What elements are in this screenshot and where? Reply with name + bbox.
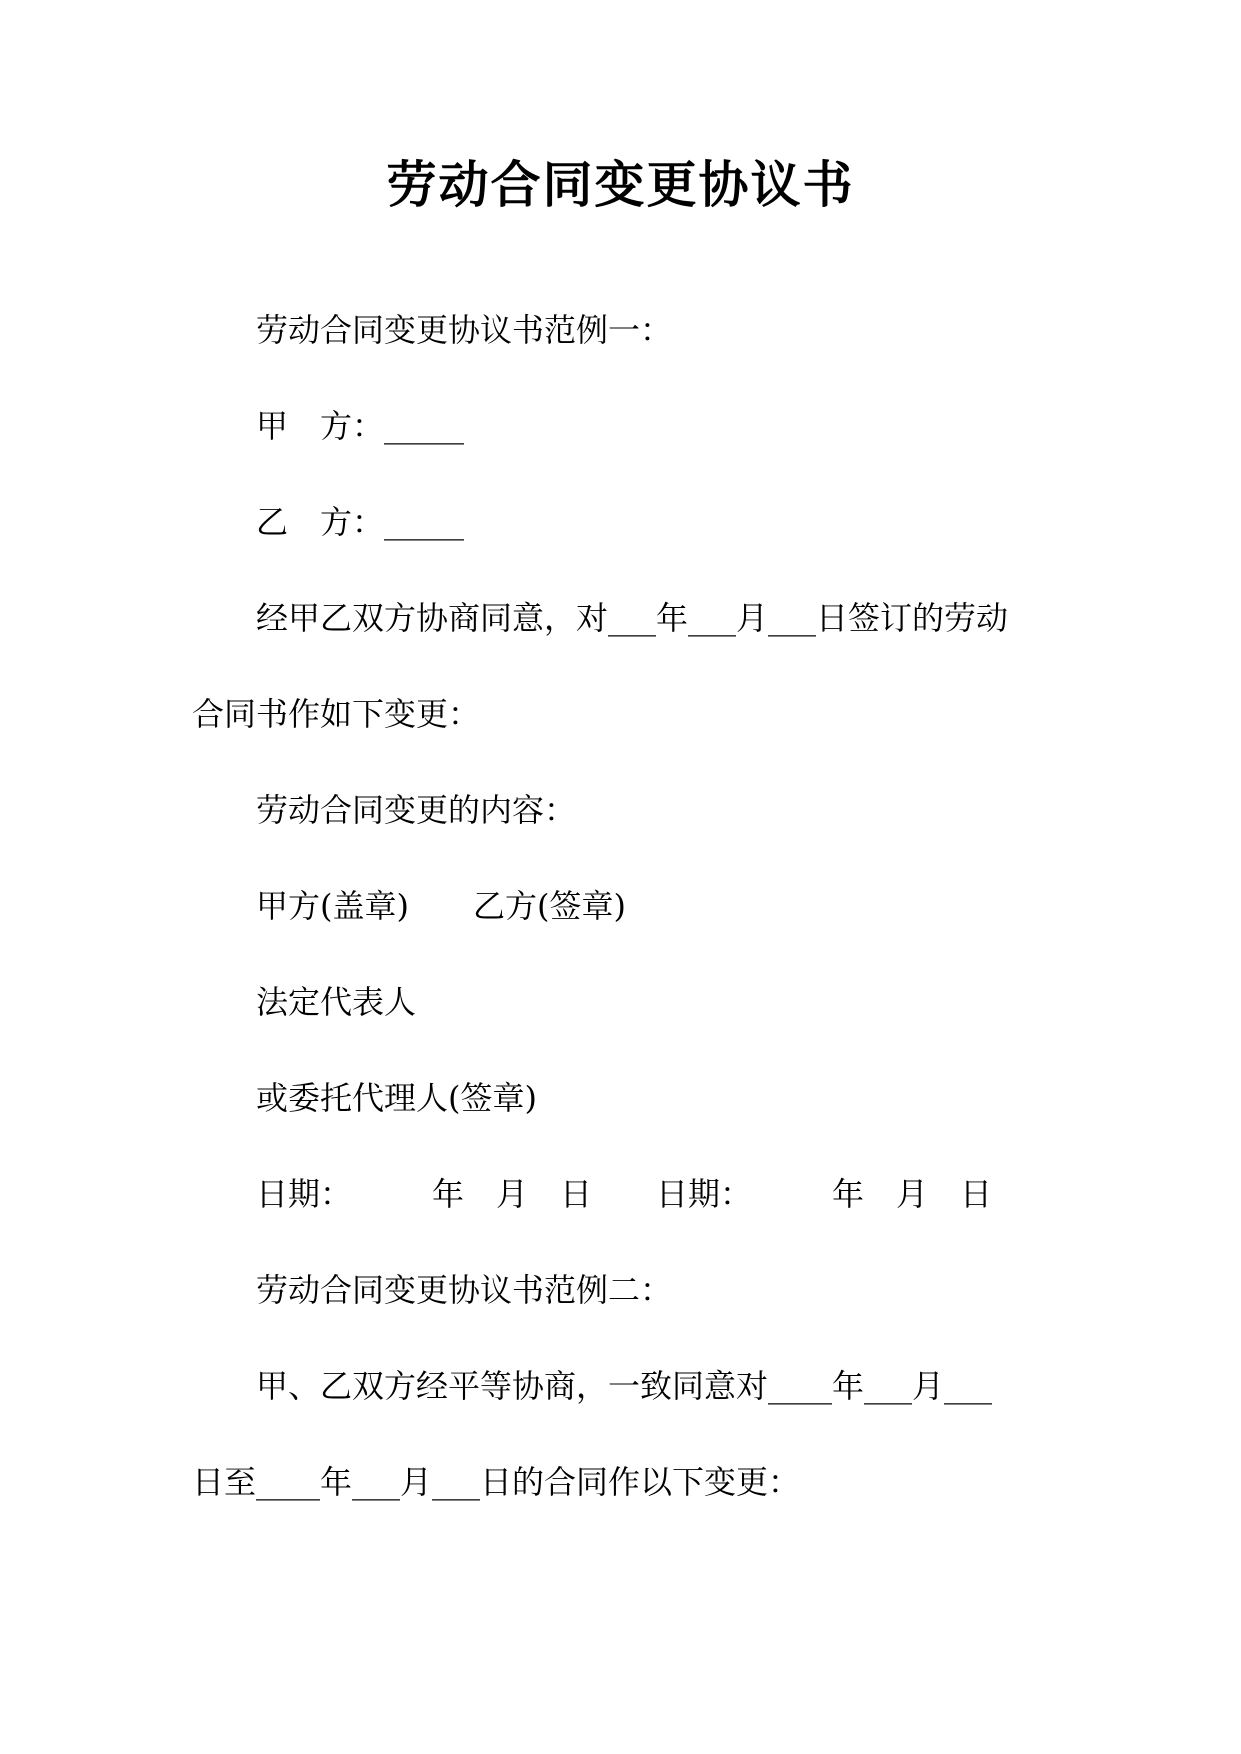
party-b-line: 乙 方：_____ [256,503,465,541]
authorized-agent-line: 或委托代理人(签章) [256,1079,537,1117]
example-one-heading: 劳动合同变更协议书范例一： [256,311,673,349]
agreement-paragraph-line-1: 经甲乙双方协商同意，对___年___月___日签订的劳动 [256,599,1009,637]
example-two-paragraph-line-2: 日至____年___月___日的合同作以下变更： [192,1463,801,1501]
party-a-line: 甲 方：_____ [256,407,465,445]
change-content-heading: 劳动合同变更的内容： [256,791,577,829]
example-two-heading: 劳动合同变更协议书范例二： [256,1271,673,1309]
seal-signature-line: 甲方(盖章) 乙方(签章) [256,887,626,925]
agreement-paragraph-line-2: 合同书作如下变更： [192,695,481,733]
date-line: 日期： 年 月 日 日期： 年 月 日 [256,1175,993,1213]
document-title: 劳动合同变更协议书 [386,155,855,214]
example-two-paragraph-line-1: 甲、乙双方经平等协商，一致同意对____年___月___ [256,1367,993,1405]
legal-representative-line: 法定代表人 [256,983,417,1021]
